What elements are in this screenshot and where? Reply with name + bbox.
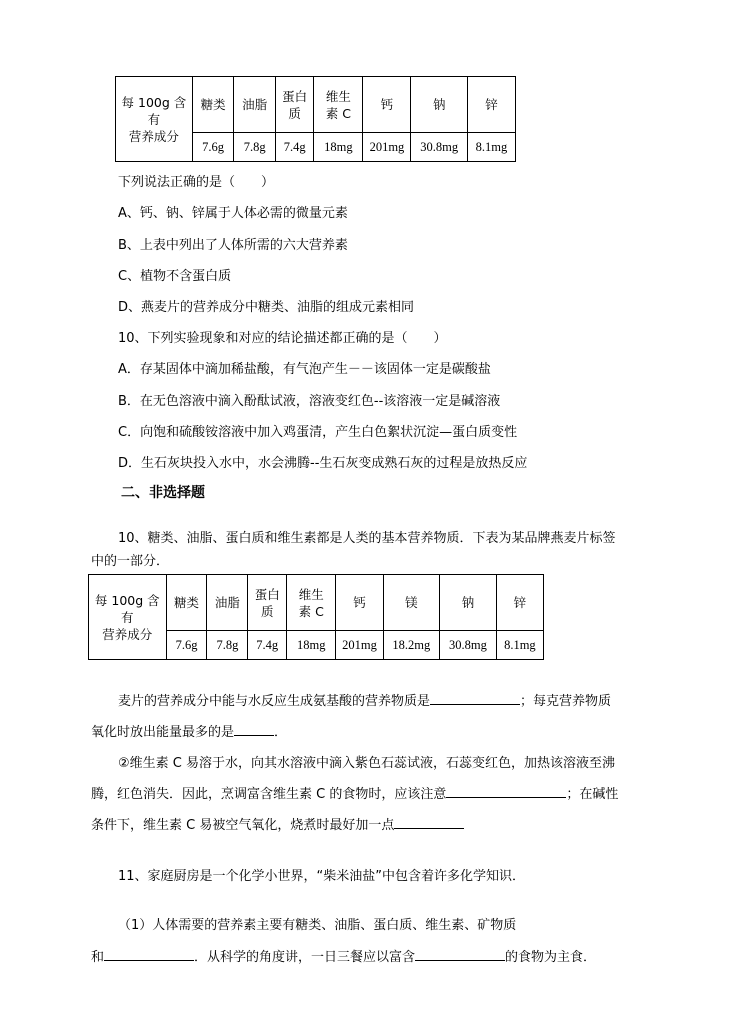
table-header-cell: 糖类 bbox=[192, 77, 234, 133]
option-c: C、植物不含蛋白质 bbox=[118, 269, 232, 284]
question-stem: 下列说法正确的是（ ） bbox=[118, 175, 275, 190]
option-b: B、上表中列出了人体所需的六大营养素 bbox=[118, 238, 348, 253]
section-title: 二、非选择题 bbox=[121, 485, 205, 501]
nutrition-table-1 bbox=[115, 76, 516, 162]
question-stem-cont: 中的一部分． bbox=[91, 554, 170, 569]
answer-blank[interactable] bbox=[446, 784, 566, 798]
text: 氧化时放出能量最多的是 bbox=[91, 725, 235, 740]
option-d: D、燕麦片的营养成分中糖类、油脂的组成元素相同 bbox=[118, 300, 415, 315]
table-cell: 7.4g bbox=[275, 133, 313, 162]
answer-blank[interactable] bbox=[415, 947, 505, 961]
paragraph-line bbox=[118, 690, 611, 709]
text: ．从科学的角度讲，一日三餐应以富含 bbox=[194, 950, 416, 965]
table-cell: 7.8g bbox=[207, 631, 248, 660]
table-header-cell: 每 100g 含 有 营养成分 bbox=[89, 575, 167, 660]
text: ． bbox=[274, 725, 288, 740]
table-header-cell: 维生 素 C bbox=[314, 77, 363, 133]
table-cell: 30.8mg bbox=[411, 133, 468, 162]
table-cell: 7.4g bbox=[248, 631, 287, 660]
table-header-cell: 锌 bbox=[467, 77, 515, 133]
option-d: D．生石灰块投入水中，水会沸腾--生石灰变成熟石灰的过程是放热反应 bbox=[118, 456, 528, 471]
text: 麦片的营养成分中能与水反应生成氨基酸的营养物质是 bbox=[118, 694, 431, 709]
paragraph-line: （1）人体需要的营养素主要有糖类、油脂、蛋白质、维生素、矿物质 bbox=[118, 918, 517, 933]
table-cell: 201mg bbox=[363, 133, 411, 162]
table-header-cell: 镁 bbox=[383, 575, 440, 631]
nutrition-table-2 bbox=[88, 574, 544, 660]
table-cell: 8.1mg bbox=[496, 631, 543, 660]
table-cell: 18mg bbox=[287, 631, 336, 660]
text: ；每克营养物质 bbox=[520, 694, 612, 709]
answer-blank[interactable] bbox=[234, 722, 274, 736]
table-header-cell: 蛋白 质 bbox=[275, 77, 313, 133]
table-cell: 8.1mg bbox=[467, 133, 515, 162]
option-b: B．在无色溶液中滴入酚酞试液，溶液变红色--该溶液一定是碱溶液 bbox=[118, 394, 501, 409]
option-a: A、钙、钠、锌属于人体必需的微量元素 bbox=[118, 206, 348, 221]
table-cell: 201mg bbox=[336, 631, 383, 660]
text: 和 bbox=[91, 950, 105, 965]
paragraph-line bbox=[91, 946, 596, 965]
table-header-cell: 每 100g 含 有 营养成分 bbox=[116, 77, 193, 162]
paragraph-line bbox=[91, 721, 287, 740]
paragraph-line bbox=[91, 783, 618, 802]
paragraph-line bbox=[91, 814, 464, 833]
table-cell: 18.2mg bbox=[383, 631, 440, 660]
text: 条件下，维生素 C 易被空气氧化，烧煮时最好加一点 bbox=[91, 818, 395, 833]
table-header-cell: 油脂 bbox=[207, 575, 248, 631]
table-header-cell: 糖类 bbox=[166, 575, 207, 631]
option-a: A．存某固体中滴加稀盐酸，有气泡产生－－该固体一定是碳酸盐 bbox=[118, 362, 491, 377]
table-header-cell: 钙 bbox=[336, 575, 383, 631]
answer-blank[interactable] bbox=[430, 691, 520, 705]
table-cell: 7.6g bbox=[192, 133, 234, 162]
table-header-cell: 钙 bbox=[363, 77, 411, 133]
table-cell: 7.6g bbox=[166, 631, 207, 660]
question-stem: 10、糖类、油脂、蛋白质和维生素都是人类的基本营养物质．下表为某品牌燕麦片标签 bbox=[118, 531, 616, 546]
text: ；在碱性 bbox=[566, 787, 619, 802]
answer-blank[interactable] bbox=[394, 815, 464, 829]
option-c: C．向饱和硫酸铵溶液中加入鸡蛋清，产生白色絮状沉淀—蛋白质变性 bbox=[118, 425, 518, 440]
table-header-cell: 蛋白 质 bbox=[248, 575, 287, 631]
table-cell: 7.8g bbox=[234, 133, 276, 162]
answer-blank[interactable] bbox=[104, 947, 194, 961]
question-stem: 11、家庭厨房是一个化学小世界，“柴米油盐”中包含着许多化学知识． bbox=[118, 869, 526, 884]
table-header-cell: 维生 素 C bbox=[287, 575, 336, 631]
table-header-cell: 钠 bbox=[440, 575, 497, 631]
paragraph-line: ②维生素 C 易溶于水，向其水溶液中滴入紫色石蕊试液，石蕊变红色，加热该溶液至沸 bbox=[118, 756, 615, 771]
text: 的食物为主食． bbox=[505, 950, 597, 965]
table-header-cell: 油脂 bbox=[234, 77, 276, 133]
text: 腾，红色消失．因此，烹调富含维生素 C 的食物时，应该注意 bbox=[91, 787, 447, 802]
table-cell: 18mg bbox=[314, 133, 363, 162]
table-cell: 30.8mg bbox=[440, 631, 497, 660]
table-header-cell: 钠 bbox=[411, 77, 468, 133]
table-header-cell: 锌 bbox=[496, 575, 543, 631]
question-stem: 10、下列实验现象和对应的结论描述都正确的是（ ） bbox=[118, 331, 447, 346]
